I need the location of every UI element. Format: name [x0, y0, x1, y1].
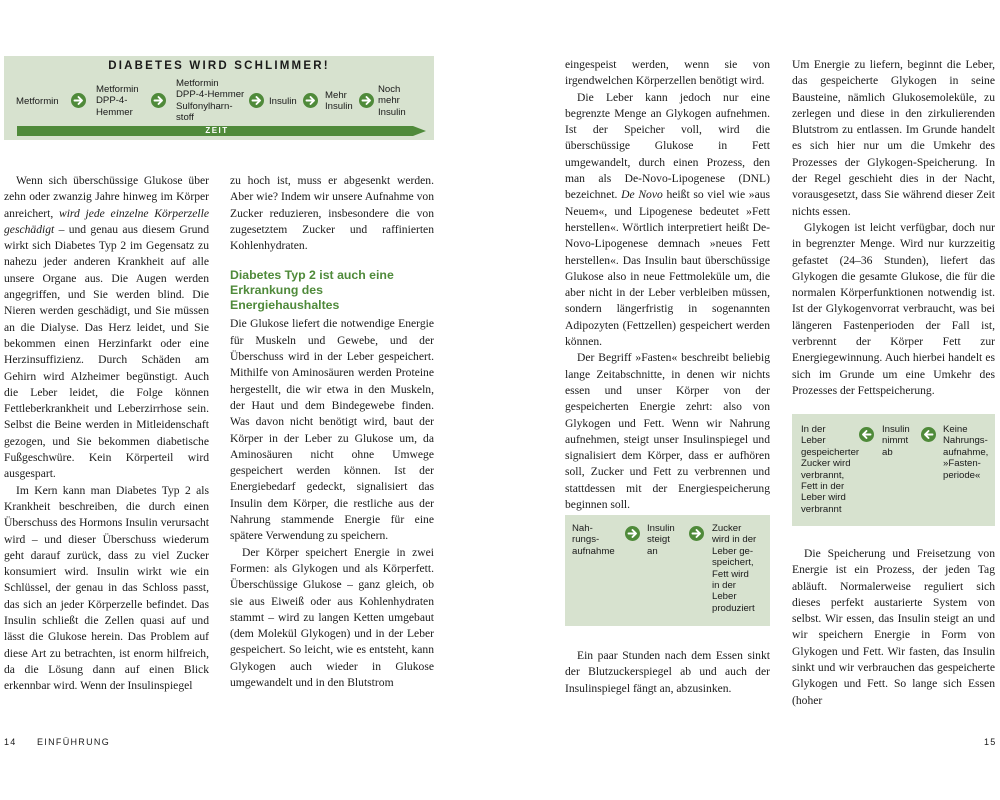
paragraph: Glykogen ist leicht verfügbar, doch nur in begrenzter Menge. Wird nur kurzzeitig gefastet (24–36 Stunden), liefert das Glykogen die gesamte Glukose, die für die normalen Körperfunktionen notwendig ist. Ist der Glykogenvorrat verbraucht, was bei längeren Fastenperioden der Fall ist, verbrennt der Körper Fett zur Energiegewinnung. Auch hierbei handelt es sich im Grunde um eine Umkehr des Prozesses der Fettspeicherung.	[792, 220, 995, 397]
box-step: Insulin nimmt ab	[882, 424, 910, 458]
box-step: Insulin steigt an	[647, 523, 675, 557]
banner-step: Mehr Insulin	[325, 90, 353, 113]
paragraph: eingespeist werden, wenn sie von irgendwelchen Körperzellen benötigt wird.	[565, 58, 770, 88]
running-footer: EINFÜHRUNG	[37, 737, 110, 747]
banner-step: Metformin DPP-4- Hemmer	[96, 84, 139, 118]
paragraph: Im Kern kann man Diabetes Typ 2 als Krankheit beschreiben, die durch einen Überschuss des Hormons Insulin verursacht wird – und dieser Überschuss wiederum geht darauf zurück, dass zu viel Zucker konsumiert wird. Insulin wirkt wie ein Schlüssel, der genau in das Schloss passt, das sich an jeder Körperzelle befindet. Das Insulin schließt die Zellen quasi auf und lässt die Glukose herein. Das Problem auf diese Art zu betrachten, ist enorm hilfreich, da die Lösung dann auf einen Blick erkennbar wird. Wenn der Insulinspiegel	[4, 483, 209, 693]
text-column-3-continued	[565, 648, 770, 697]
arrow-right-icon	[151, 93, 166, 108]
paragraph: Um Energie zu liefern, beginnt die Leber, das gespeicherte Glykogen in seine Bausteine, nämlich Glukosemoleküle, zu zerlegen und diese in den zirkulierenden Blutstrom zu entlassen. Im Grunde handelt es sich hier nur um die Umkehr des Prozesses der Glykogen-Speicherung. In der Regel geschieht dies in der Nacht, vorausgesetzt, dass Sie während dieser Zeit nichts essen.	[792, 58, 995, 218]
paragraph: Die Speicherung und Freisetzung von Energie ist ein Prozess, der jeden Tag abläuft. Normalerweise reguliert sich dieses perfekt austarierte System von selbst. Wir essen, das Insulin steigt an und wir speichern Energie in Form von Glykogen und Fett. Wir fasten, das Insulin sinkt und wir verbrauchen das gespeicherte Glykogen und Fett. So lange sich Essen (hoher	[792, 547, 995, 707]
text-column-4-continued	[792, 546, 995, 709]
paragraph: Die Glukose liefert die notwendige Energie für Muskeln und Gewebe, und der Überschuss wird in der Leber gespeichert. Mithilfe von Aminosäuren werden Proteine hergestellt, die wir etwa in den Muskeln, der Haut und dem Bindegewebe finden. Was davon nicht benötigt wird, baut der Körper in der Leber zu Glukose um, da Aminosäuren nicht ohne Umwege gespeichert werden können. Ist der Energiebedarf gedeckt, signalisiert das Insulin dem Körper, die restliche aus der Nahrung stammende Energie für eine spätere Verwendung zu speichern.	[230, 317, 434, 543]
fasting-process-box	[792, 414, 995, 526]
banner-step: Insulin	[269, 96, 297, 107]
banner-step: Metformin DPP-4-Hemmer Sulfonylharn- stoff	[176, 78, 245, 124]
box-step: Nah- rungs- aufnahme	[572, 523, 615, 557]
box-step: In der Leber gespeicherter Zucker wird verbrannt, Fett in der Leber wird verbrannt	[801, 424, 860, 515]
diabetes-progression-banner	[4, 56, 434, 140]
page-number: 14	[4, 737, 17, 747]
arrow-right-icon	[71, 93, 86, 108]
paragraph: Der Begriff »Fasten« beschreibt beliebig lange Zeitabschnitte, in denen wir nichts essen und unser Körper von der gespeicherten Energie zehrt: also von Glykogen und Fett. Wenn wir Nahrung aufnehmen, steigt unser Insulinspiegel und signalisiert dem Körper, dass er aufhören soll, Zucker und Fett zu verbrennen und stattdessen mit der Energiespeicherung beginnen soll.	[565, 351, 770, 512]
text-column-1	[4, 173, 209, 695]
arrow-left-icon	[921, 427, 936, 442]
timeline-label: ZEIT	[205, 126, 229, 135]
paragraph: Ein paar Stunden nach dem Essen sinkt der Blutzuckerspiegel ab und auch der Insulinspiegel fängt an, abzusinken.	[565, 649, 770, 695]
banner-step: Noch mehr Insulin	[378, 84, 406, 118]
eating-process-box	[565, 515, 770, 626]
banner-title: DIABETES WIRD SCHLIMMER!	[108, 60, 330, 72]
box-step: Keine Nahrungs- aufnahme, »Fasten- periode«	[943, 424, 989, 481]
arrow-right-icon	[303, 93, 318, 108]
arrow-left-icon	[859, 427, 874, 442]
arrow-right-icon	[359, 93, 374, 108]
paragraph: Der Körper speichert Energie in zwei Formen: als Glykogen und als Körperfett. Überschüssige Glukose – ganz gleich, ob sie aus Eiweiß oder aus Kohlenhydraten stammt – wird zu langen Ketten umgebaut (dem Molekül Glykogen) und in der Leber gespeichert. So leicht, wie es entsteht, kann Glykogen auch wieder in Glukose umgewandelt und in den Blutstrom	[230, 545, 434, 690]
page-number: 15	[984, 737, 997, 747]
banner-step: Metformin	[16, 96, 59, 107]
paragraph: Die Leber kann jedoch nur eine begrenzte Menge an Glykogen aufnehmen. Ist der Speicher voll, wird die überschüssige Glukose in Fett umgewandelt, durch einen Prozess, den man als De-Novo-Lipogenese (DNL) bezeichnet. De Novo heißt so viel wie »aus Neuem«, und Lipogenese bedeutet »Fett herstellen«. Wörtlich interpretiert heißt De-Novo-Lipogenese demnach »neues Fett herstellen«. Das Insulin baut überschüssige Glukose also in neue Fettmoleküle um, die aber nicht in der Leber verbleiben müssen, sondern längerfristig in sogenannten Adipozyten (Fettzellen) gespeichert werden können.	[565, 90, 771, 349]
text-column-4	[792, 57, 995, 399]
arrow-right-icon	[249, 93, 264, 108]
text-column-3	[565, 57, 770, 513]
section-heading: Diabetes Typ 2 ist auch eine Erkrankung des Energiehaushaltes	[230, 268, 394, 313]
arrow-right-icon	[689, 526, 704, 541]
text-column-2	[230, 173, 434, 691]
right-page	[500, 0, 1000, 800]
paragraph: zu hoch ist, muss er abgesenkt werden. Aber wie? Indem wir unsere Aufnahme von Zucker reduzieren, insbesondere die von zugesetztem Zucker und raffinierten Kohlenhydraten.	[230, 174, 434, 253]
box-step: Zucker wird in der Leber ge- speichert, Fett wird in der Leber produziert	[712, 523, 757, 614]
arrow-right-icon	[625, 526, 640, 541]
paragraph: Wenn sich überschüssige Glukose über zehn oder zwanzig Jahre hinweg im Körper anreichert, wird jede einzelne Körperzelle geschädigt – und genau aus diesem Grund wirkt sich Diabetes Typ 2 im Gegensatz zu nahezu jeder anderen Krankheit auf alle unsere Organe aus. Die Augen werden angegriffen, und Sie werden blind. Die Nieren werden geschädigt, und Sie müssen an die Dialyse. Das Herz leidet, und Sie bekommen einen Herzinfarkt oder eine Herzinsuffizienz. Durch Schäden am Gehirn wird Alzheimer begünstigt. Auch die Leber leidet, die Folge können Fettleberkrankheit und Leberzirrhose sein. Selbst die Beine werden in Mitleidenschaft gezogen, und Sie bekommen diabetische Fußgeschwüre. Kein Körperteil wird ausgespart.	[4, 174, 209, 481]
